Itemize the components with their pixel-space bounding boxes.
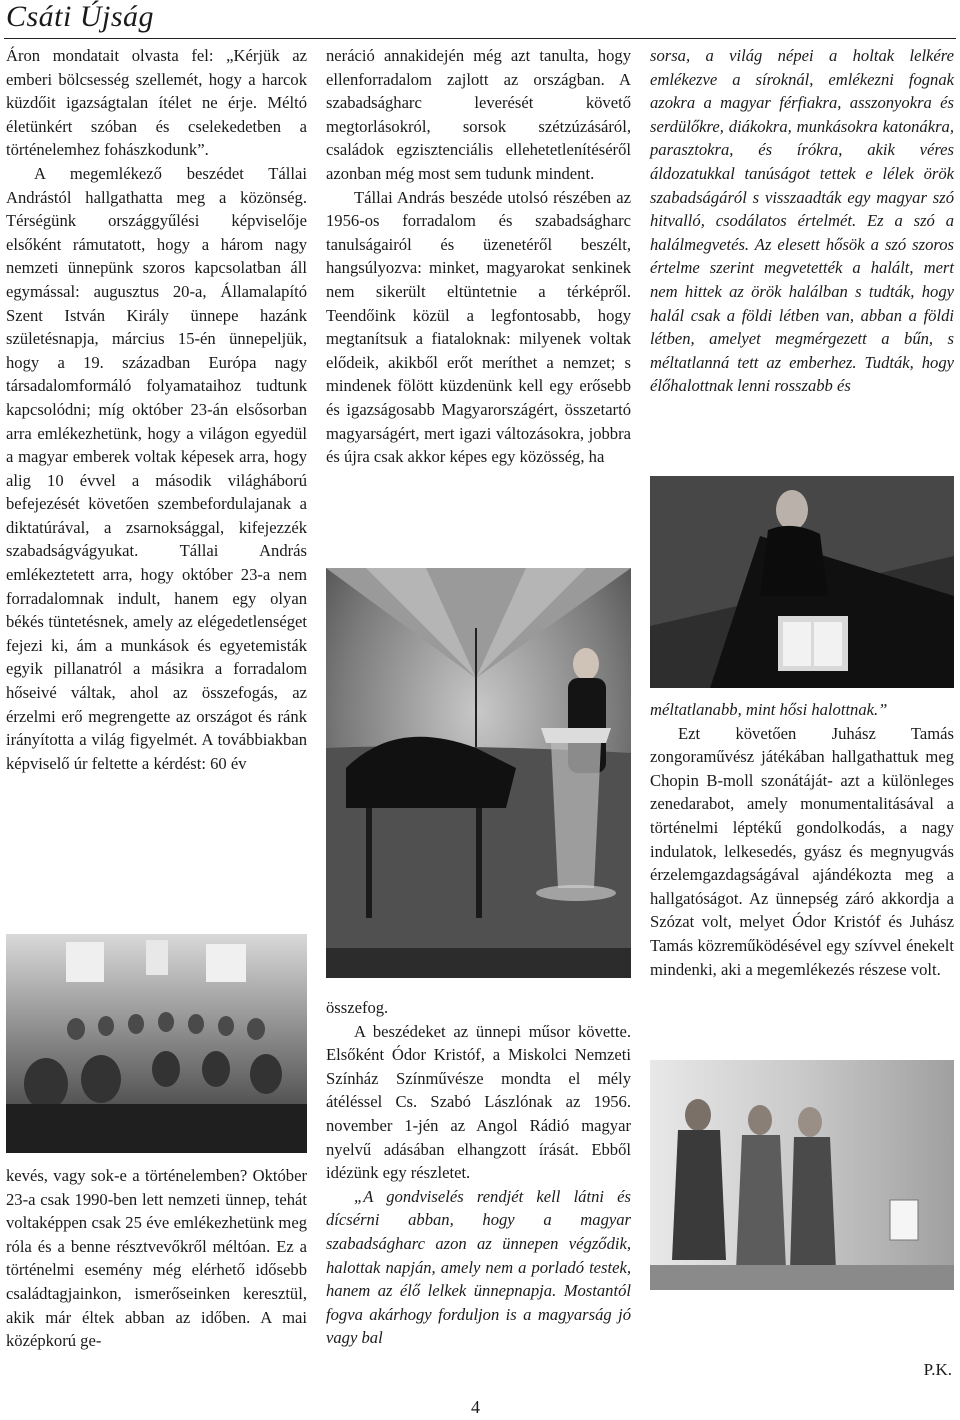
masthead-title: Csáti Újság: [6, 0, 155, 33]
speaker-photo-graphic: [326, 568, 631, 978]
paragraph: A megemlékező beszédet Tállai Andrástól hallgathatta meg a közönség. Térségünk országgyűlési képviselője elsőként rámutatott, hogy a három nagy nemzeti ünnepünk szoros kapcsolatban áll egymással: augusztus 20-a, Államalapító Szent István Király ünnepe hazánk születésnapja, március 15-én ünnepeljük, hogy a 19. században Európa nagy társadalomformáló folyamataihoz tudtunk kapcsolódni; míg október 23-án elsősorban arra emlékezhetünk, hogy a világon egyedül a magyar emberek voltak képesek arra, hogy alig 10 évvel a második világháború befejezését követően szembefordulajanak a diktatúrával, a zsarnoksággal, kifejezzék szabadságvágyukat. Tállai András emlékeztetett arra, hogy október 23-a nem forradalomnak indult, hanem egy olyan békés tüntetésnek, amely az elégedetlenséget fejezi ki, ám a munkások és egyetemisták egyik pillanatról a másikra a forradalom hőseivé váltak, ahol az összefogás, az érzelmi erő megrengette az országot és ránk irányította a világ figyelmét. A továbbiakban képviselő úr feltette a kérdést: 60 év: [6, 163, 307, 773]
performers-photo: [650, 1060, 954, 1290]
paragraph: Ezt követően Juhász Tamás zongoraművész játékában hallgathattuk meg Chopin B-moll szonátáját- azt a különleges zenedarabot, amely monumentalitásával a történelmi léptékű gondolkodás, a nagy indulatok, lelkesedés, gyász és megnyugvás érzelemgazdagságával ajándékozta meg a hallgatóságot. Az ünnepség záró akkordja a Szózat volt, melyet Ódor Kristóf és Juhász Tamás közreműködésével egy szívvel énekelt mindenki, aki a megemlékezés részese volt.: [650, 723, 954, 979]
performers-photo-graphic: [650, 1060, 954, 1290]
author-signature: P.K.: [923, 1360, 952, 1379]
speaker-photo: [326, 568, 631, 978]
paragraph: Áron mondatait olvasta fel: „Kérjük az emberi bölcsesség szellemét, hogy a harcok küzdőit igazságtalan ítélet ne érje. Méltó életünkért szóban és cselekedetben a történelemhez fohászkodunk”.: [6, 46, 307, 160]
paragraph: összefog.: [326, 998, 389, 1017]
column-3-bottom: [650, 698, 954, 981]
column-1-top: [6, 44, 307, 775]
page-number: 4: [471, 1397, 480, 1417]
paragraph: neráció annakidején még azt tanulta, hogy ellenforradalom zajlott az országban. A szabadságharc leverését követő megtorlásokról, sorsok szétzúzásáról, családok egzisztenciális ellehetetlenítéséről azonban még most sem tudunk mindent.: [326, 46, 631, 183]
paragraph: sorsa, a világ népei a holtak lelkére emlékezve a síroknál, emlékezni fognak azokra a magyar férfiakra, asszonyokra és serdülőkre, diákokra, munkásokra katonákra, parasztokra, és írókra, akik véres áldozatukkal tanúságot tettek e lélek örök szabadságáról s visszaadták egy magyar szó hitvalló, csodálatos értelmét. Ez a szó a halálmegvetés. Az elesett hősök a szó szoros értelme szerint megvetették a halált, mert nem hittek az örök halálban s tudták, hogy halál csak a földi létben van, abban a földi létben, amelyet megmérgezett a bűn, s méltatlanná tett az emberhez. Tudták, hogy élőhalottnak lenni rosszabb és: [650, 46, 954, 396]
column-2-bottom: [326, 996, 631, 1350]
quote-ending: méltatlanabb, mint hősi halottnak.”: [650, 700, 888, 719]
column-1-bottom: [6, 1164, 307, 1353]
column-3-top: [650, 44, 954, 398]
pianist-photo: [650, 476, 954, 688]
audience-photo-graphic: [6, 934, 307, 1153]
column-2-top: [326, 44, 631, 469]
paragraph: kevés, vagy sok-e a történelemben? Október 23-a csak 1990-ben lett nemzeti ünnep, tehát voltaképpen csak 25 éve emlékezhetünk meg róla és a benne résztvevőkről méltóan. Ez a történelmi esemény még elérhető idősebb családtagjainkon, ismerőseinken keresztül, akik már éltek abban az időben. A mai középkorú ge-: [6, 1166, 307, 1351]
quote-paragraph: „A gondviselés rendjét kell látni és dícsérni abban, hogy a magyar szabadságharc azon az ünnepen végződik, halottak napján, amely nem a porladó testek, hanem az élő lelkek ünnepnapja. Mostantól fogva akárhogy forduljon is a magyarság jó vagy bal: [326, 1186, 631, 1348]
audience-photo: [6, 934, 307, 1153]
pianist-photo-graphic: [650, 476, 954, 688]
masthead-rule: [4, 38, 956, 39]
paragraph: Tállai András beszéde utolsó részében az 1956-os forradalom és szabadságharc tanulságairól és üzenetéről beszélt, hangsúlyozva: minket, magyarokat senkinek nem sikerült eltüntetnie a térképről. Teendőink közül a legfontosabb, hogy megtanítsuk a fiataloknak: milyenek voltak elődeik, akikből erőt meríthet a nemzet; s mindenek fölött küzdenünk kell egy erősebb és igazságosabb Magyarországért, összetartó magyarságért, mert igazi változásokra, jobbra és újra csak akkor képes egy közösség, ha: [326, 187, 631, 467]
paragraph: A beszédeket az ünnepi műsor követte. Elsőként Ódor Kristóf, a Miskolci Nemzeti Színház Színművésze mondta el mély átéléssel Cs. Szabó Lászlónak az 1956. november 1-jén az Angol Rádió magyar nyelvű adásában elhangzott írását. Ebből idézünk egy részletet.: [326, 1021, 631, 1183]
